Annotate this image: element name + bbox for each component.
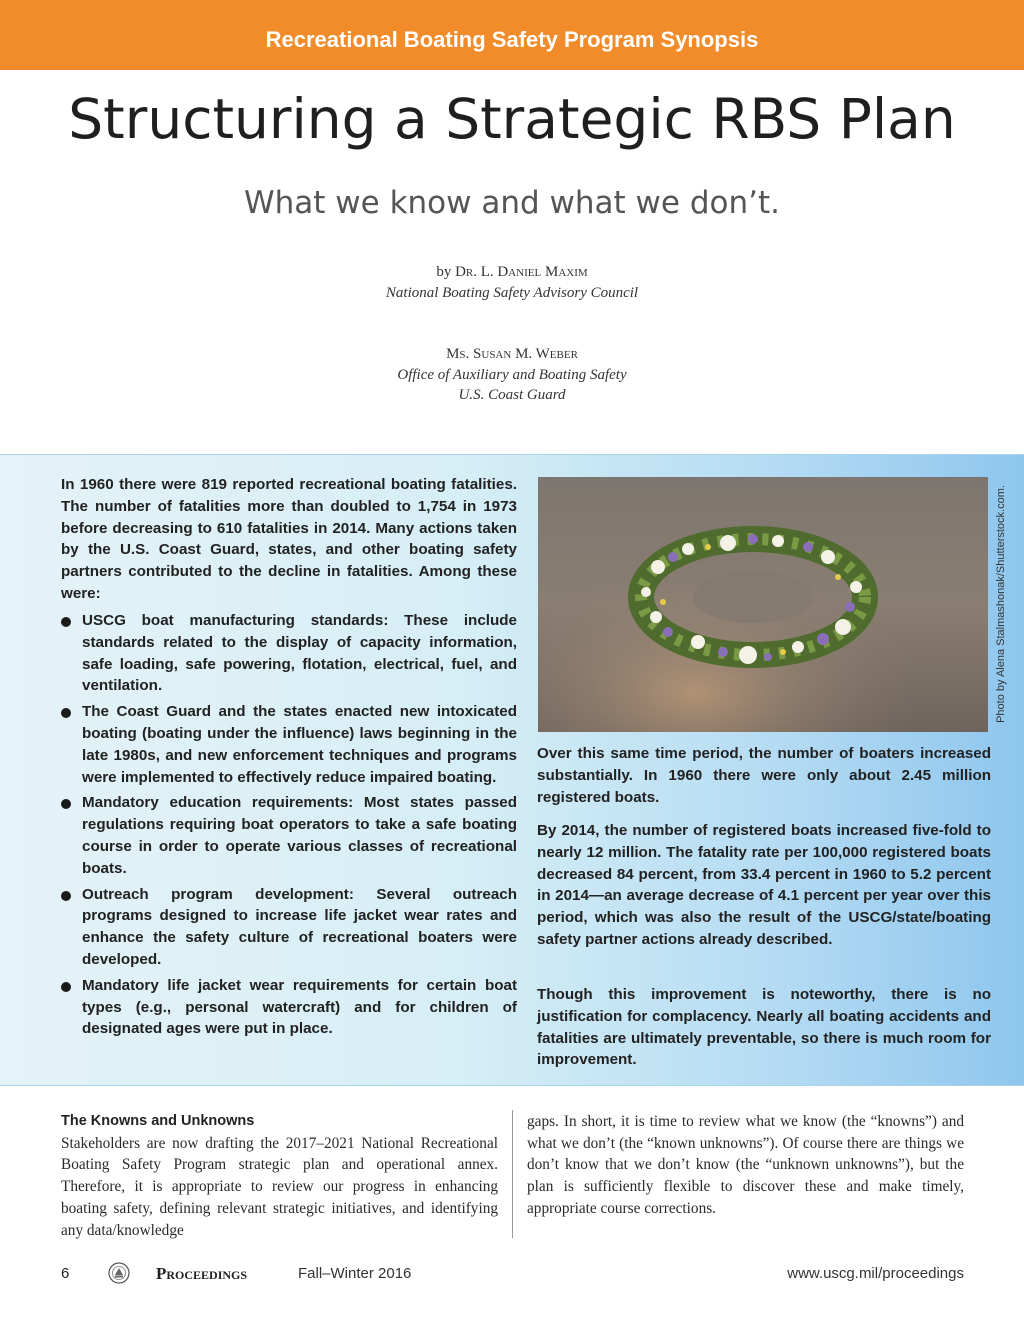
bullet-icon — [61, 617, 71, 627]
author-byline-1 — [0, 262, 1024, 282]
panel-intro: In 1960 there were 819 reported recreational boating fatalities. The number of fatalities more than doubled to 1,754 in 1973 before decreasing to 610 fatalities in 2014. Many actions taken by the U.S. Coast Guard, states, and other boating safety partners contributed to the decline in fatalities. Among these were: — [61, 476, 517, 602]
column-divider — [512, 1110, 513, 1238]
header-banner — [0, 0, 1024, 70]
bullet-icon — [61, 799, 71, 809]
issue-date: Fall–Winter 2016 — [298, 1265, 412, 1282]
bullet-icon — [61, 708, 71, 718]
author-name: Ms. Susan M. Weber — [446, 346, 578, 362]
byline-prefix: by — [436, 264, 452, 280]
publication-name: Proceedings — [156, 1264, 248, 1283]
photo-credit: Photo by Alena Stalmashonak/Shutterstock.com. — [995, 485, 1007, 723]
bullet-icon — [61, 982, 71, 992]
author-affiliation: U.S. Coast Guard — [458, 387, 566, 403]
list-item — [61, 975, 517, 1040]
author-affiliation: Office of Auxiliary and Boating Safety — [397, 367, 627, 383]
bullet-text: USCG boat manufacturing standards: These include standards related to the display of capacity information, safe loading, safe powering, flotation, electrical, fuel, and ventilation. — [82, 612, 517, 695]
author-name: Dr. L. Daniel Maxim — [455, 264, 588, 280]
wreath-photo — [538, 477, 988, 732]
banner-title: Recreational Boating Safety Program Synopsis — [265, 27, 759, 52]
uscg-seal-icon — [108, 1262, 130, 1284]
page-number: 6 — [61, 1265, 70, 1282]
photo-credit-strip — [992, 477, 1010, 732]
list-item — [61, 610, 517, 697]
panel-paragraph: Though this improvement is noteworthy, there is no justification for complacency. Nearly all boating accidents and fatalities are ultimately preventable, so there is much room for improvement. — [537, 986, 991, 1069]
bullet-text: Mandatory education requirements: Most states passed regulations requiring boat operators to take a safe boating course in order to operate various classes of recreational boats. — [82, 794, 517, 877]
article-title: Structuring a Strategic RBS Plan — [68, 87, 956, 151]
bullet-list — [61, 610, 517, 1044]
bullet-text: The Coast Guard and the states enacted new intoxicated boating (boating under the influence) laws beginning in the late 1980s, and new enforcement techniques and programs were implemented to effectively reduce impaired boating. — [82, 703, 517, 786]
section-heading: The Knowns and Unknowns — [61, 1113, 255, 1129]
author-affiliation: National Boating Safety Advisory Council — [385, 285, 639, 301]
panel-paragraph: Over this same time period, the number of boaters increased substantially. In 1960 there were only about 2.45 million registered boats. — [537, 745, 991, 806]
website-link[interactable]: www.uscg.mil/proceedings — [787, 1265, 964, 1282]
bullet-text: Mandatory life jacket wear requirements for certain boat types (e.g., personal watercraft) and for children of designated ages were put in place. — [82, 976, 517, 1038]
panel-paragraph: By 2014, the number of registered boats increased five-fold to nearly 12 million. The fatality rate per 100,000 registered boats decreased 84 percent, from 33.4 percent in 1960 to 5.2 percent in 2014—an average decrease of 4.1 percent per year over this period, which was also the result of the USCG/state/boating safety partner actions already described. — [537, 822, 991, 948]
list-item — [61, 701, 517, 788]
bullet-icon — [61, 891, 71, 901]
article-subtitle: What we know and what we don’t. — [244, 185, 780, 221]
bullet-text: Outreach program development: Several outreach programs designed to increase life jacket wear rates and enhance the safety culture of recreational boaters were developed. — [82, 885, 517, 968]
list-item — [61, 792, 517, 879]
body-column-right: gaps. In short, it is time to review what we know (the “knowns”) and what we don’t (the “known unknowns”). Of course there are things we don’t know that we don’t know (the “unknown unknowns”), but the plan is sufficiently flexible to discover these and make timely, appropriate course corrections. — [527, 1113, 964, 1217]
body-column-left — [61, 1111, 498, 1241]
list-item — [61, 884, 517, 971]
body-text: Stakeholders are now drafting the 2017–2021 National Recreational Boating Safety Program strategic plan and operational annex. Therefore, it is appropriate to review our progress in enhancing boating safety, defining relevant strategic initiatives, and identifying any data/knowledge — [61, 1134, 498, 1239]
